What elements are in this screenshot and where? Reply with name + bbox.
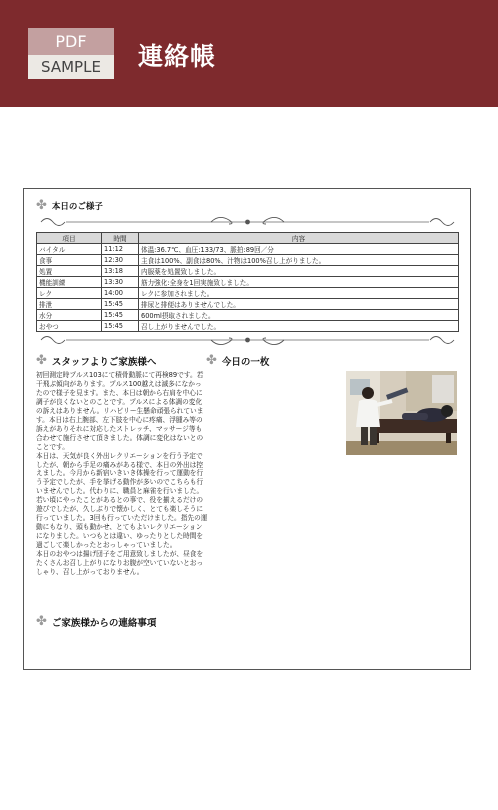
row-item: 排泄: [37, 299, 102, 310]
page-title: 連絡帳: [138, 42, 217, 71]
row-content: 内服薬を処置致しました。: [139, 266, 459, 277]
staff-message-paragraph: 初回測定時プルス103にて積骨動脈にて再検89です。若干飛ぶ傾向があります。プルス100越えは滅多になかったので様子を見ます。また、本日は朝から右肩を中心に調子が良くないとのことです。プルスによる体調の変化の訴えはありません。リハビリー生懸命頑張られています。本日は右上腕部、左下肢を中心に疼痛、浮腫み等の訴えがありそれに対応したストレッチ、マッサージ等も合わせて施行させて頂きました。体調に変化はないとのことです。: [36, 371, 204, 451]
column-header: 項目: [37, 233, 102, 244]
row-time: 14:00: [102, 288, 139, 299]
table-row: [37, 277, 459, 288]
row-item: バイタル: [37, 244, 102, 255]
section-family: [36, 614, 156, 629]
row-content: 筋力強化:全身を1回実施致しました。: [139, 277, 459, 288]
daily-log-table: [36, 232, 459, 332]
section-photo-label: 今日の一枚: [221, 356, 270, 368]
staff-message-paragraph: 本日は、天気が良く外出レクリエーションを行う予定でしたが、朝から手足の痛みがある様で、本日の外出は控えました。今月から新宿いきいき体操を行って運動を行う予定でしたが、手を挙げる動作が多いのでこちらも行いませんでした。代わりに、職員と麻雀を行いました。若い頃にやったことがあるとの事で、役を揃えるだけの遊びでしたが、久しぶりで懐かしく、とても楽しそうに行っていました。3回も行っていただけました。指先の運動にもなり、頭も動かせ、とてもよいレクリエーションになりました。いつもとは違い、ゆったりとした時間を過ごして楽しかったとおっしゃっていました。: [36, 451, 208, 550]
pdf-sample-badge: [28, 28, 114, 79]
row-item: レク: [37, 288, 102, 299]
header-bar: [0, 0, 498, 107]
row-content: 排尿と排便はありませんでした。: [139, 299, 459, 310]
row-time: 13:18: [102, 266, 139, 277]
column-header: 時間: [102, 233, 139, 244]
ornament-divider-top: [36, 216, 459, 228]
row-content: 主食は100%、副食は80%、汁物は100%召し上がりました。: [139, 255, 459, 266]
row-content: 体温:36.7℃、血圧:133/73、脈拍:89回／分: [139, 244, 459, 255]
row-time: 15:45: [102, 321, 139, 332]
staff-message-body: [36, 371, 208, 577]
table-row: [37, 299, 459, 310]
row-item: 処置: [37, 266, 102, 277]
section-today-label: 本日のご様子: [51, 201, 103, 212]
table-row: [37, 288, 459, 299]
row-time: 11:12: [102, 244, 139, 255]
staff-message-paragraph: 本日のおやつは揚げ団子をご用意致しましたが、昼食をたくさんお召し上がりになりお腹が空いていないとおっしゃり、召し上がっておりません。: [36, 550, 204, 576]
table-row: [37, 244, 459, 255]
table-row: [37, 266, 459, 277]
row-content: 600ml摂取されました。: [139, 310, 459, 321]
row-time: 13:30: [102, 277, 139, 288]
row-item: 水分: [37, 310, 102, 321]
table-row: [37, 321, 459, 332]
clover-icon: ✤: [36, 353, 47, 368]
clover-icon: ✤: [36, 614, 47, 629]
clover-icon: ✤: [36, 198, 47, 213]
badge-pdf-label: PDF: [28, 28, 114, 55]
row-content: レクに参加されました。: [139, 288, 459, 299]
column-header: 内容: [139, 233, 459, 244]
document-page: [23, 188, 471, 670]
table-row: [37, 310, 459, 321]
section-staff-label: スタッフよりご家族様へ: [51, 356, 157, 368]
row-time: 15:45: [102, 310, 139, 321]
section-family-label: ご家族様からの連絡事項: [51, 617, 157, 629]
row-time: 12:30: [102, 255, 139, 266]
today-photo: [346, 371, 457, 455]
row-item: 機能訓練: [37, 277, 102, 288]
badge-sample-label: SAMPLE: [28, 55, 114, 79]
row-time: 15:45: [102, 299, 139, 310]
section-photo: [206, 353, 269, 368]
table-header-row: [37, 233, 459, 244]
row-content: 召し上がりませんでした。: [139, 321, 459, 332]
clover-icon: ✤: [206, 353, 217, 368]
row-item: 食事: [37, 255, 102, 266]
ornament-divider-bottom: [36, 334, 459, 346]
section-today: [36, 198, 103, 213]
table-row: [37, 255, 459, 266]
row-item: おやつ: [37, 321, 102, 332]
section-staff: [36, 353, 156, 368]
